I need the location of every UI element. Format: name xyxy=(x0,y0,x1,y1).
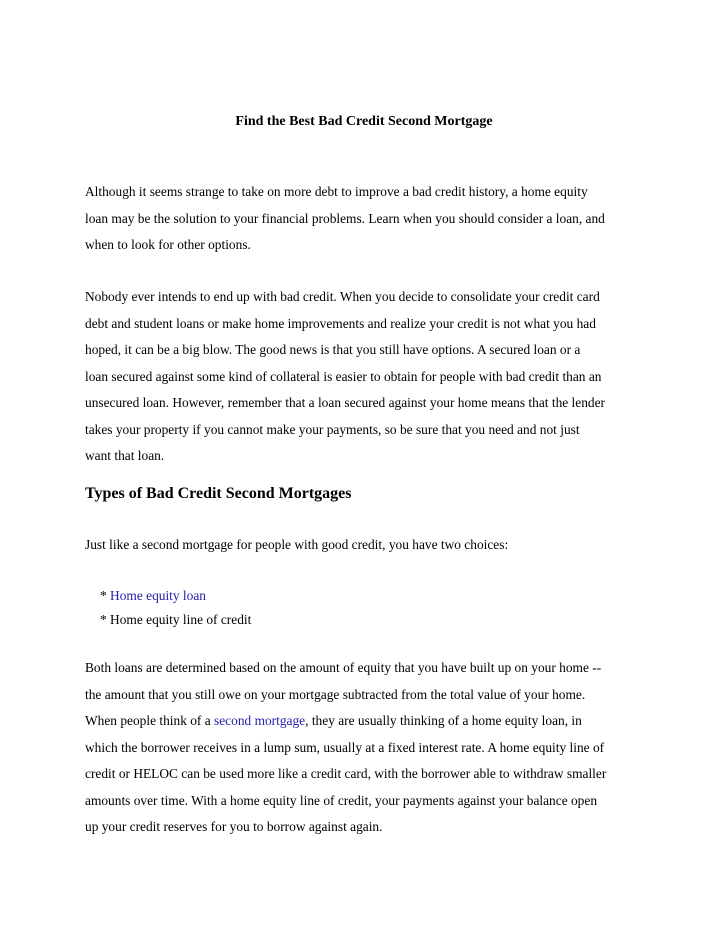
intro-line-2: loan may be the solution to your financial problems. Learn when you should consider a loan, and xyxy=(85,210,605,226)
para3-line-3 xyxy=(85,708,657,735)
para2-line-7: want that loan. xyxy=(85,448,165,463)
para3-line-3-after: , they are usually thinking of a home equity loan, in xyxy=(305,713,582,728)
page-title: Find the Best Bad Credit Second Mortgage xyxy=(235,114,493,129)
para2-line-5: unsecured loan. However, remember that a loan secured against your home means that the lender xyxy=(85,395,606,410)
second-mortgage-link[interactable]: second mortgage xyxy=(214,713,306,728)
para2-line-6: takes your property if you cannot make your payments, so be sure that you need and not just xyxy=(85,421,580,437)
para2-line-4: loan secured against some kind of collateral is easier to obtain for people with bad credit than an xyxy=(85,368,602,384)
section-heading: Types of Bad Credit Second Mortgages xyxy=(85,485,352,502)
intro-line-3: when to look for other options. xyxy=(85,237,251,252)
intro-line-1: Although it seems strange to take on more debt to improve a bad credit history, a home equity xyxy=(85,184,588,199)
mortgage-types-list xyxy=(100,584,251,632)
list-item xyxy=(100,608,251,632)
para3-line-4: which the borrower receives in a lump sum, usually at a fixed interest rate. A home equity line of xyxy=(85,739,605,755)
para3-line-3-before: When people think of a xyxy=(85,713,215,728)
para2-line-3: hoped, it can be a big blow. The good news is that you still have options. A secured loan or a xyxy=(85,342,581,357)
choices-intro xyxy=(85,532,657,559)
list-item xyxy=(100,584,251,608)
para3-line-7: up your credit reserves for you to borrow against again. xyxy=(85,819,383,834)
para2-line-1: Nobody ever intends to end up with bad credit. When you decide to consolidate your credit card xyxy=(85,289,600,304)
loans-paragraph xyxy=(85,655,657,841)
list-item-label: Home equity line of credit xyxy=(110,612,252,627)
list-bullet: * xyxy=(100,588,111,603)
para3-line-1: Both loans are determined based on the amount of equity that you have built up on your home -- xyxy=(85,660,602,675)
intro-paragraph xyxy=(85,179,657,259)
para3-line-2: the amount that you still owe on your mortgage subtracted from the total value of your home. xyxy=(85,686,586,702)
home-equity-loan-link[interactable]: Home equity loan xyxy=(110,588,206,603)
choices-intro-text: Just like a second mortgage for people with good credit, you have two choices: xyxy=(85,537,509,552)
bad-credit-paragraph xyxy=(85,284,657,470)
para3-line-5: credit or HELOC can be used more like a credit card, with the borrower able to withdraw smaller xyxy=(85,766,607,781)
para3-line-6: amounts over time. With a home equity line of credit, your payments against your balance open xyxy=(85,792,598,808)
para2-line-2: debt and student loans or make home improvements and realize your credit is not what you had xyxy=(85,315,596,331)
list-bullet: * xyxy=(100,612,111,627)
